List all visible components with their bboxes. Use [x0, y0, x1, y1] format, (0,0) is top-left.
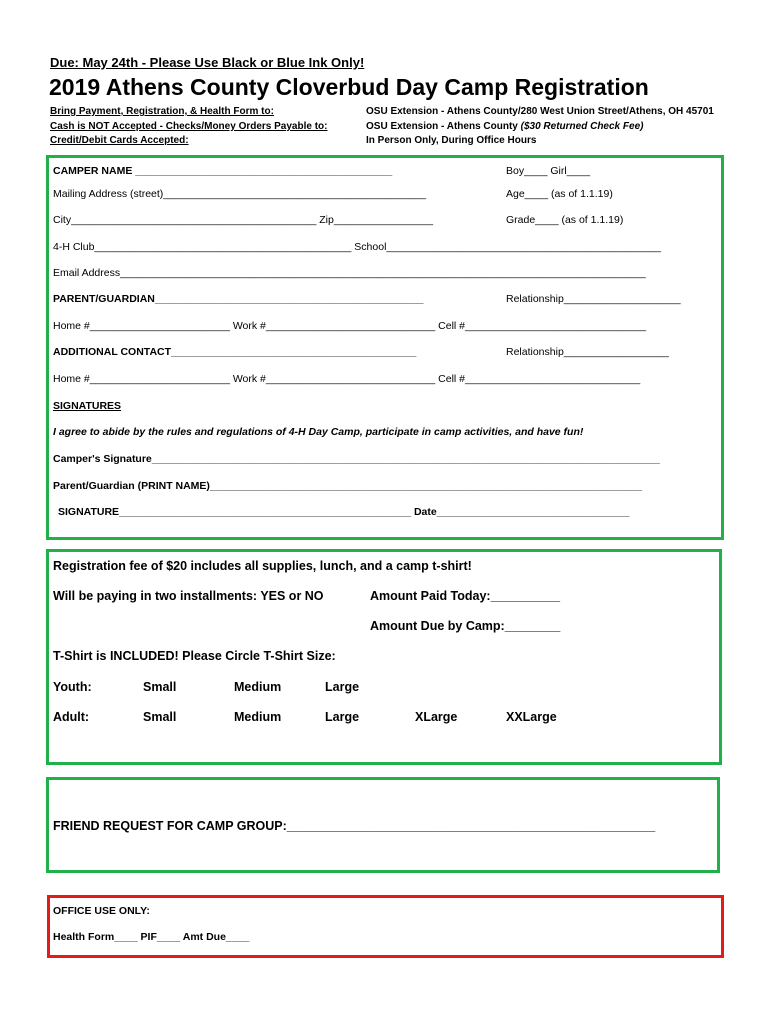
left-line-3: Credit/Debit Cards Accepted:: [50, 135, 189, 146]
adult-label: Adult:: [53, 710, 90, 724]
email-field[interactable]: Email Address__________________________________________________________________________________________: [53, 267, 646, 279]
right-line-2-prefix: OSU Extension - Athens County: [366, 121, 521, 132]
youth-size-large[interactable]: Large: [325, 680, 360, 694]
adult-size-xxlarge[interactable]: XXLarge: [506, 710, 557, 724]
phone-fields-2[interactable]: Home #________________________ Work #_____________________________ Cell #______________________________: [53, 373, 641, 385]
page-title: 2019 Athens County Cloverbud Day Camp Registration: [49, 74, 649, 100]
relationship-field-1[interactable]: Relationship____________________: [506, 293, 681, 305]
adult-size-medium[interactable]: Medium: [234, 710, 282, 724]
youth-label: Youth:: [53, 680, 92, 694]
mailing-address-field[interactable]: Mailing Address (street)_____________________________________________: [53, 188, 427, 200]
phone-fields-1[interactable]: Home #________________________ Work #_____________________________ Cell #_______________________________: [53, 320, 647, 332]
returned-check-fee: ($30 Returned Check Fee): [520, 121, 644, 132]
youth-size-small[interactable]: Small: [143, 680, 177, 694]
city-zip-field[interactable]: City__________________________________________ Zip_________________: [53, 214, 434, 226]
relationship-field-2[interactable]: Relationship__________________: [506, 346, 669, 358]
signature-date-field[interactable]: SIGNATURE__________________________________________________ Date_________________________________: [58, 506, 630, 518]
installments-field[interactable]: Will be paying in two installments: YES or NO: [53, 589, 324, 603]
amount-paid-field[interactable]: Amount Paid Today:__________: [370, 589, 561, 603]
parent-guardian-field[interactable]: PARENT/GUARDIAN______________________________________________: [53, 293, 424, 305]
camper-name-field[interactable]: CAMPER NAME ____________________________________________: [53, 165, 393, 177]
adult-size-large[interactable]: Large: [325, 710, 360, 724]
left-line-1: Bring Payment, Registration, & Health Form to:: [50, 106, 274, 117]
registration-fee-text: Registration fee of $20 includes all supplies, lunch, and a camp t-shirt!: [53, 559, 472, 573]
adult-size-small[interactable]: Small: [143, 710, 177, 724]
club-school-field[interactable]: 4-H Club____________________________________________ School_______________________________________________: [53, 241, 661, 253]
amount-due-field[interactable]: Amount Due by Camp:________: [370, 619, 561, 633]
right-line-2: [366, 121, 643, 132]
parent-print-name-field[interactable]: Parent/Guardian (PRINT NAME)__________________________________________________________________________: [53, 480, 643, 492]
signatures-heading: SIGNATURES: [53, 400, 122, 412]
additional-contact-field[interactable]: ADDITIONAL CONTACT__________________________________________: [53, 346, 417, 358]
grade-field[interactable]: Grade____ (as of 1.1.19): [506, 214, 624, 226]
due-line: Due: May 24th - Please Use Black or Blue Ink Only!: [50, 55, 365, 70]
office-use-heading: OFFICE USE ONLY:: [53, 905, 150, 917]
adult-size-xlarge[interactable]: XLarge: [415, 710, 458, 724]
age-field[interactable]: Age____ (as of 1.1.19): [506, 188, 613, 200]
camper-signature-field[interactable]: Camper's Signature_______________________________________________________________________________________: [53, 453, 660, 465]
friend-request-field[interactable]: FRIEND REQUEST FOR CAMP GROUP:_____________________________________________________: [53, 819, 656, 833]
agreement-text: I agree to abide by the rules and regulations of 4-H Day Camp, participate in camp activities, and have fun!: [53, 426, 584, 438]
boy-girl-field[interactable]: Boy____ Girl____: [506, 165, 591, 177]
right-line-3: In Person Only, During Office Hours: [366, 135, 537, 146]
youth-size-medium[interactable]: Medium: [234, 680, 282, 694]
left-line-2: Cash is NOT Accepted - Checks/Money Orders Payable to:: [50, 121, 328, 132]
tshirt-instruction: T-Shirt is INCLUDED! Please Circle T-Shirt Size:: [53, 649, 336, 663]
office-use-fields[interactable]: Health Form____ PIF____ Amt Due____: [53, 931, 250, 943]
right-line-1: OSU Extension - Athens County/280 West Union Street/Athens, OH 45701: [366, 106, 714, 117]
